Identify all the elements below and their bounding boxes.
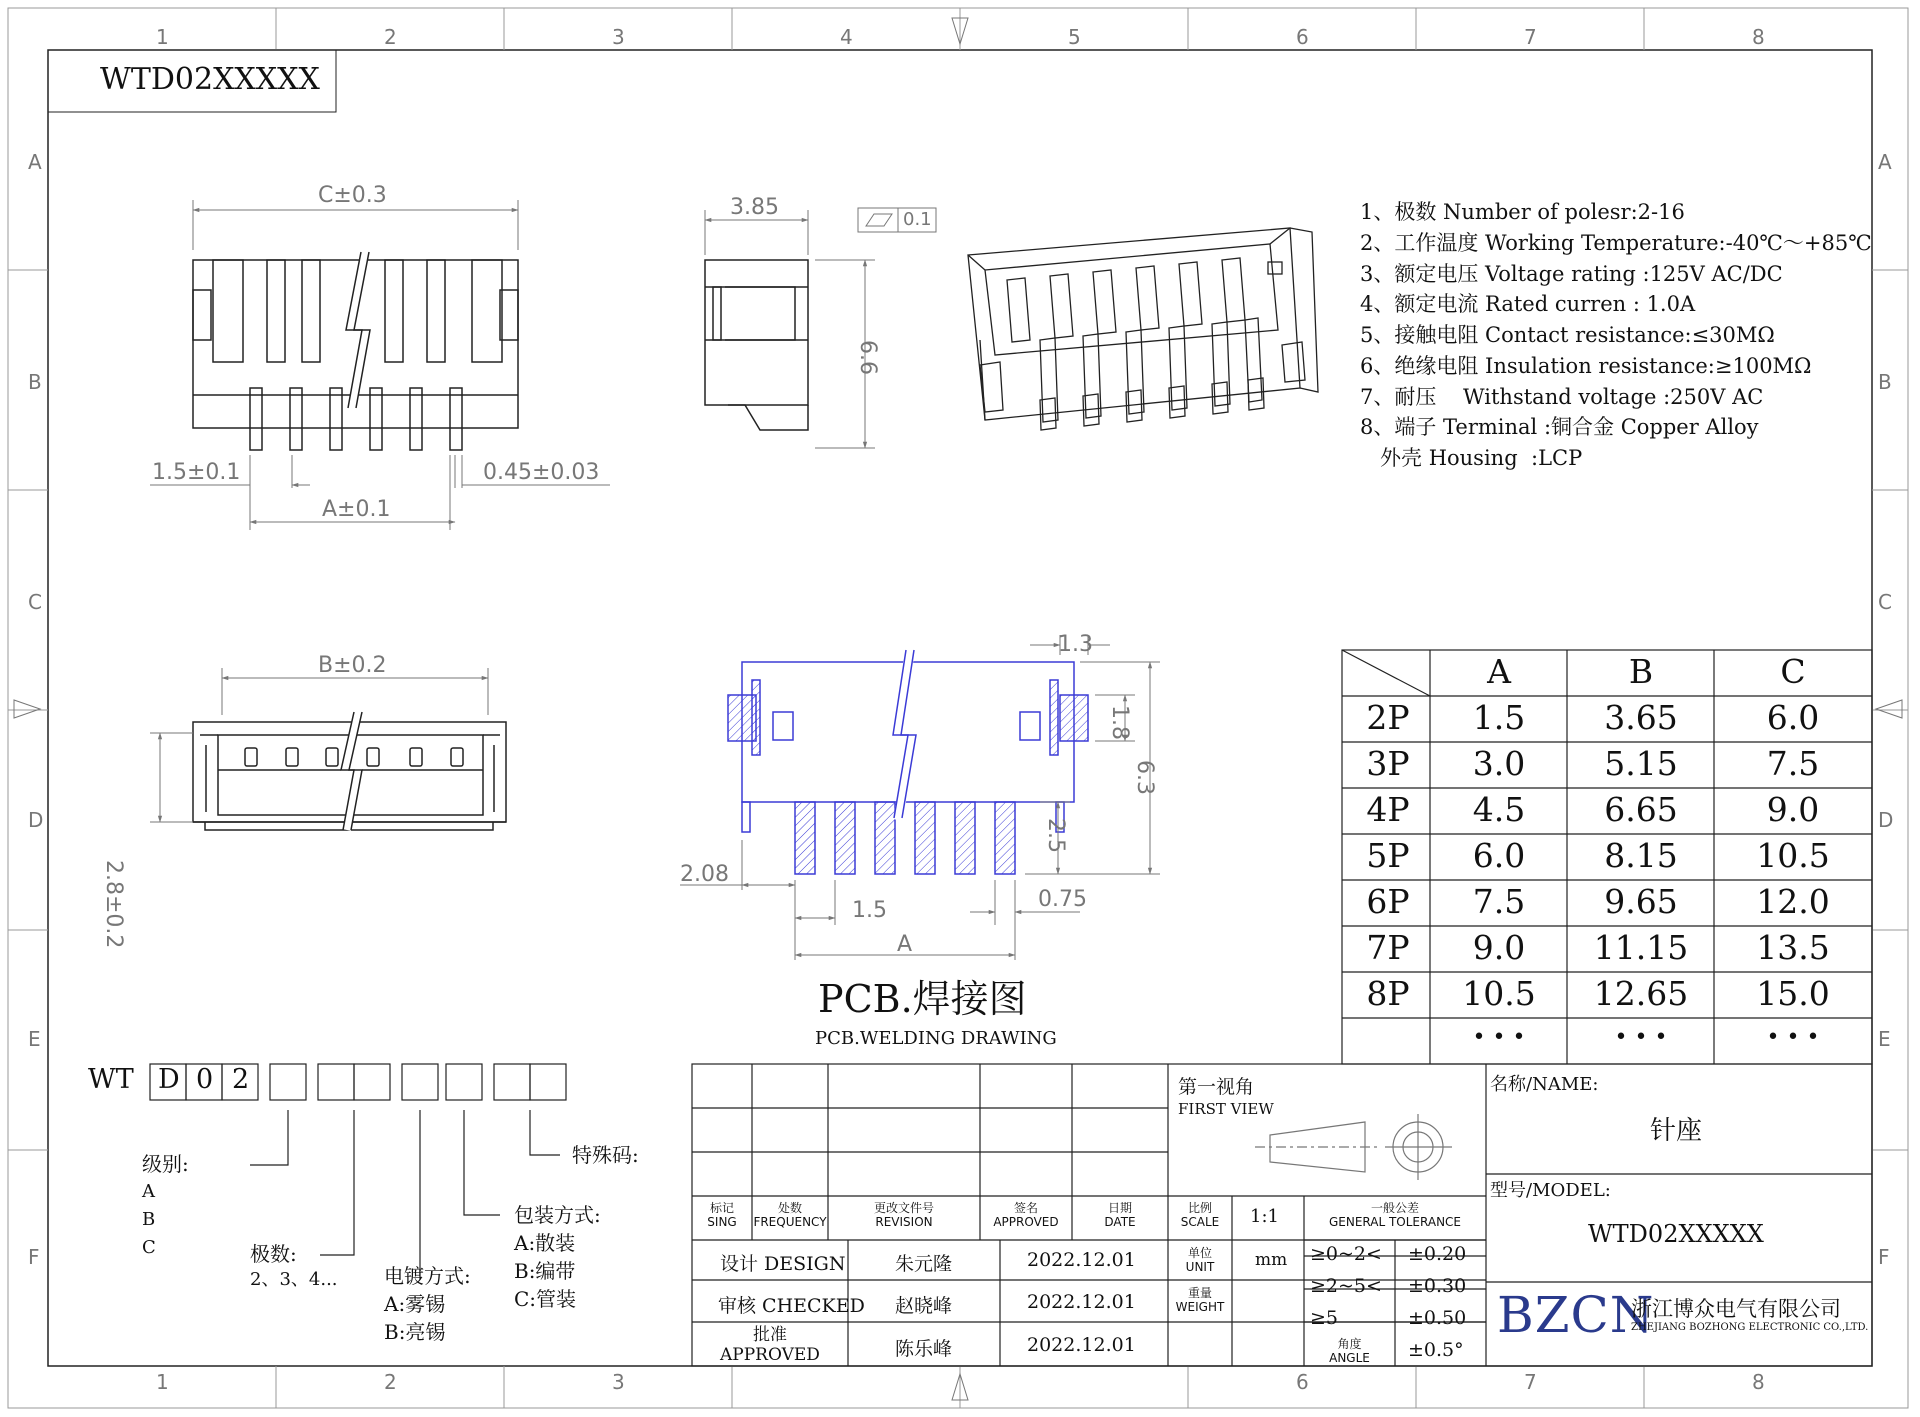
spec-line-9: 外壳 Housing :LCP [1360,446,1583,470]
hdr-date: 日期 DATE [1104,1201,1136,1229]
legend-packing-options: A:散装 B:编带 C:管装 [514,1231,577,1311]
tol-value-2: ±0.30 [1408,1275,1467,1297]
part-code-box-3: 2 [232,1064,250,1095]
zone-col-3: 3 [612,25,625,49]
legend-grade: 级别: [142,1152,189,1176]
zone-row-b-right: B [1878,370,1892,394]
zone-col-8: 8 [1752,25,1765,49]
pin-table-cell: 3.65 [1604,698,1678,737]
unit-value: mm [1255,1250,1288,1270]
zone-col-7-bottom: 7 [1524,1370,1537,1394]
pin-table-cell: 9.0 [1472,928,1526,967]
pin-table-row-label: 7P [1366,928,1410,967]
name-value: 针座 [1650,1116,1703,1146]
checked-name: 赵晓峰 [895,1295,953,1317]
dim-pitch: 1.5±0.1 [152,460,241,485]
dim-side-height: 6.6 [855,340,880,375]
spec-line-2: 2、工作温度 Working Temperature:-40℃～+85℃ [1360,231,1872,255]
zone-col-7: 7 [1524,25,1537,49]
approved-date: 2022.12.01 [1027,1334,1136,1356]
part-code-boxes [150,1064,566,1280]
dim-b: B±0.2 [318,653,387,678]
legend-plating: 电镀方式: [384,1264,471,1288]
pcb-layout [728,650,1088,874]
legend-plating-options: A:雾锡 B:亮锡 [384,1292,446,1344]
hdr-mark: 标记 SING [707,1201,737,1229]
checked-date: 2022.12.01 [1027,1291,1136,1313]
dim-pcb-0-75: 0.75 [1038,887,1087,912]
angle-value: ±0.5° [1408,1339,1464,1361]
pin-table-cell: 7.5 [1472,882,1526,921]
tol-range-2: ≥2~5< [1310,1275,1382,1297]
pin-table-row-label: 2P [1366,698,1410,737]
dim-top-height: 2.8±0.2 [101,860,126,949]
pin-table-ellipsis: • • • [1614,1025,1668,1050]
hdr-revision: 更改文件号 REVISION [873,1201,934,1229]
hdr-approved: 签名 APPROVED [993,1201,1059,1229]
pcb-title: PCB.焊接图 [818,977,1027,1021]
pin-table-row-label: 3P [1366,744,1410,783]
design-label: 设计 DESIGN [720,1253,846,1275]
zone-row-c: C [28,590,42,614]
pin-table-header-a: A [1487,652,1511,691]
angle-label: 角度 ANGLE [1329,1337,1370,1365]
pin-table-cell: 1.5 [1472,698,1526,737]
zone-col-3-bottom: 3 [612,1370,625,1394]
model-label: 型号/MODEL: [1490,1180,1611,1201]
checked-label: 审核 CHECKED [718,1295,865,1317]
zone-row-f-right: F [1878,1245,1890,1269]
part-code-box-1: D [158,1064,180,1095]
dim-side-width: 3.85 [730,195,779,220]
pin-table-cell: 8.15 [1604,836,1678,875]
spec-line-1: 1、极数 Number of polesr:2-16 [1360,200,1685,224]
dim-pcb-2-5: 2.5 [1043,818,1068,853]
legend-poles-options: 2、3、4... [250,1269,338,1290]
pin-table-cell: 6.65 [1604,790,1678,829]
top-view-dims [150,668,488,822]
dim-pcb-1-8: 1.8 [1107,705,1132,740]
first-angle-symbol [1255,1114,1452,1180]
center-mark-left [14,700,40,718]
tol-range-3: ≥5 [1310,1307,1339,1329]
dim-flatness: 0.1 [903,209,932,230]
scale-value: 1:1 [1250,1206,1279,1227]
pin-table-cell: 12.0 [1756,882,1830,921]
pin-table-cell: 3.0 [1472,744,1526,783]
dim-pcb-2-08: 2.08 [680,862,729,887]
pin-table-cell: 10.5 [1462,974,1536,1013]
tol-value-1: ±0.20 [1408,1243,1467,1265]
zone-col-2-bottom: 2 [384,1370,397,1394]
tolerance-label: 一般公差 GENERAL TOLERANCE [1328,1201,1462,1229]
company-logo: BZCN [1497,1286,1655,1344]
zone-col-6-bottom: 6 [1296,1370,1309,1394]
top-view [193,712,506,830]
company-name-en: ZHEJIANG BOZHONG ELECTRONIC CO.,LTD. [1631,1322,1869,1333]
side-view [705,260,808,430]
spec-line-3: 3、额定电压 Voltage rating :125V AC/DC [1360,262,1783,286]
legend-packing: 包装方式: [514,1203,601,1227]
tol-value-3: ±0.50 [1408,1307,1467,1329]
center-mark-right [1876,700,1902,718]
pin-table-cell: 9.65 [1604,882,1678,921]
pin-table-header-c: C [1780,652,1806,691]
pin-table-header-b: B [1628,652,1654,691]
first-view-label-en: FIRST VIEW [1178,1100,1274,1118]
pin-table-row-label: 8P [1366,974,1410,1013]
tol-range-1: ≥0~2< [1310,1243,1382,1265]
part-code-box-2: 0 [196,1064,214,1095]
dim-a: A±0.1 [322,497,391,522]
pin-table-cell: 9.0 [1766,790,1820,829]
hdr-frequency: 处数 FREQUENCY [753,1201,827,1229]
zone-col-1-bottom: 1 [156,1370,169,1394]
zone-row-a: A [28,150,42,174]
pin-table-cell: 6.0 [1472,836,1526,875]
pin-table-cell: 11.15 [1593,928,1689,967]
pin-table-cell: 7.5 [1766,744,1820,783]
company-name-cn: 浙江博众电气有限公司 [1631,1297,1841,1321]
zone-col-5: 5 [1068,25,1081,49]
legend-special: 特殊码: [572,1143,639,1167]
pin-table-cell: 12.65 [1593,974,1689,1013]
spec-line-5: 5、接触电阻 Contact resistance:≤30MΩ [1360,323,1775,347]
unit-label: 单位 UNIT [1185,1246,1215,1274]
dim-c: C±0.3 [318,183,387,208]
zone-col-4: 4 [840,25,853,49]
zone-col-2: 2 [384,25,397,49]
legend-grade-options: A B C [142,1181,156,1258]
pin-table-row-label: 4P [1366,790,1410,829]
dim-pcb-a: A [897,932,913,957]
zone-row-d: D [28,808,44,832]
approved-name: 陈乐峰 [895,1338,953,1360]
spec-line-7: 7、耐压 Withstand voltage :250V AC [1360,385,1764,409]
spec-line-6: 6、绝缘电阻 Insulation resistance:≥100MΩ [1360,354,1812,378]
dim-pcb-6-3: 6.3 [1132,760,1157,795]
scale-label: 比例 SCALE [1180,1201,1220,1229]
isometric-view [968,228,1318,430]
drawing-number: WTD02XXXXX [100,62,320,97]
zone-row-f: F [28,1245,40,1269]
name-label: 名称/NAME: [1490,1074,1599,1095]
pin-table-ellipsis: • • • [1472,1025,1526,1050]
design-name: 朱元隆 [895,1253,953,1275]
dim-pcb-1-3: 1.3 [1058,632,1093,657]
spec-line-8: 8、端子 Terminal :铜合金 Copper Alloy [1360,415,1759,439]
zone-row-a-right: A [1878,150,1892,174]
pin-table-row-label: 6P [1366,882,1410,921]
zone-row-e: E [28,1027,41,1051]
pin-table-cell: 5.15 [1604,744,1678,783]
side-view-dims [705,208,936,448]
zone-row-b: B [28,370,42,394]
spec-line-4: 4、额定电流 Rated curren : 1.0A [1360,292,1696,316]
pin-table-ellipsis: • • • [1766,1025,1820,1050]
front-view [193,250,518,450]
pin-table-cell: 15.0 [1756,974,1830,1013]
pin-table-cell: 6.0 [1766,698,1820,737]
design-date: 2022.12.01 [1027,1249,1136,1271]
zone-row-d-right: D [1878,808,1894,832]
part-code-prefix: WT [88,1064,134,1095]
approved-label: 批准 APPROVED [720,1325,820,1365]
zone-col-1: 1 [156,25,169,49]
pin-table-row-label: 5P [1366,836,1410,875]
pin-table-cell: 4.5 [1472,790,1526,829]
weight-label: 重量 WEIGHT [1175,1286,1225,1314]
zone-col-8-bottom: 8 [1752,1370,1765,1394]
zone-row-c-right: C [1878,590,1892,614]
zone-row-e-right: E [1878,1027,1891,1051]
dim-pcb-1-5: 1.5 [852,898,887,923]
dim-pin-width: 0.45±0.03 [483,460,600,485]
model-value: WTD02XXXXX [1588,1220,1764,1248]
zone-col-6: 6 [1296,25,1309,49]
legend-poles: 极数: [250,1242,297,1266]
pcb-subtitle: PCB.WELDING DRAWING [815,1028,1057,1049]
pin-table-cell: 10.5 [1756,836,1830,875]
first-view-label: 第一视角 [1178,1076,1255,1098]
pin-table-cell: 13.5 [1756,928,1830,967]
